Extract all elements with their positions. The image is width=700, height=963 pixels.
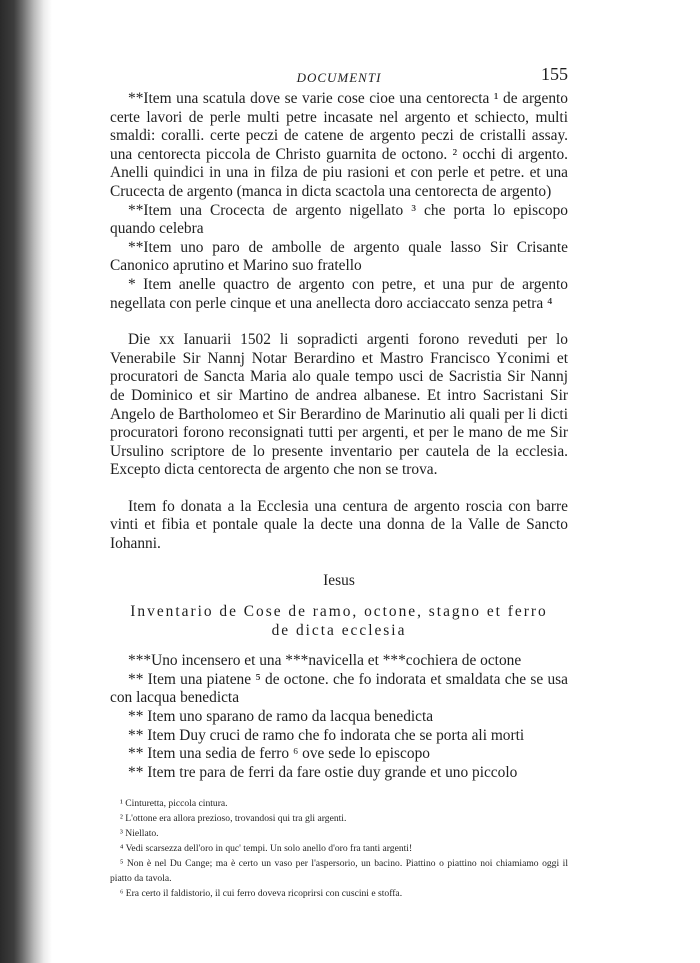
inventory-item: ***Uno incensero et una ***navicella et ***cochiera de octone: [128, 652, 522, 670]
inventory-item: * Item anelle quactro de argento con petre, et una pur de argento negellata con perle cinque et una anellecta doro acciaccato senza petra ⁴: [110, 275, 568, 312]
inventory-item: ** Item una piatene ⁵ de octone. che fo indorata et smaldata che se usa con lacqua benedicta: [110, 670, 568, 707]
footnote: ⁶ Era certo il faldistorio, il cui ferro doveva ricoprirsi con cuscini e stoffa.: [120, 888, 403, 900]
inventory-title-line1: Inventario de Cose de ramo, octone, stagno et ferro: [130, 603, 548, 621]
inventory-item: ** Item Duy cruci de ramo che fo indorata che se porta ali morti: [128, 726, 525, 744]
running-header: [110, 64, 568, 90]
running-title: DOCUMENTI: [296, 70, 382, 85]
inventory-item: **Item una scatula dove se varie cose cioe una centorecta ¹ de argento certe lavori de perle multi petre incasate nel argento et schiecto, multi smaldi: coralli. certe peczi de catene de argento peczi de cristalli assay. una centorecta piccola de Christo guarnita de octono. ² occhi di argento. Anelli quindici in una in filza de piu rasioni et con perle et petre. et una Crucecta de argento (manca in dicta scactola una centorecta de argento): [110, 90, 568, 200]
footnote: ⁵ Non è nel Du Cange; ma è certo un vaso per l'aspersorio, un bacino. Piattino o piattino noi chiamiamo oggi il piatto da tavola.: [110, 858, 568, 885]
paragraph-1502: Die xx Ianuarii 1502 li sopradicti argenti forono reveduti per lo Venerabile Sir Nannj Notar Berardino et Mastro Francisco Yconimi et procuratori de Sancta Maria alo quale tempo usci de Sacristia Sir Nannj de Dominico et sir Martino de andrea albanese. Et intro Sacristani Sir Angelo de Bartholomeo et Sir Berardino de Marinutio ali quali per li dicti procuratori forono reconsignati tutti per argenti, et per le mano de me Sir Ursulino scriptore de lo presente inventario per cautela de la ecclesia. Excepto dicta centorecta de argento che non se trova.: [110, 331, 568, 479]
inventory-title-line2: de dicta ecclesia: [271, 622, 407, 640]
footnote: ³ Niellato.: [120, 828, 159, 840]
inventory-item: ** Item tre para de ferri da fare ostie duy grande et uno piccolo: [128, 763, 518, 781]
footnotes: [110, 796, 568, 901]
document-page: [110, 64, 568, 901]
inventory-item: ** Item una sedia de ferro ⁶ ove sede lo episcopo: [128, 745, 430, 763]
footnote: ² L'ottone era allora prezioso, trovandosi qui tra gli argenti.: [120, 813, 347, 825]
paragraph-donation: Item fo donata a la Ecclesia una centura de argento roscia con barre vinti et fibia et pontale quale la decte una donna de la Valle de Sancto Iohanni.: [110, 497, 568, 553]
inventory-item: ** Item uno sparano de ramo da lacqua benedicta: [128, 708, 434, 726]
footnote: ⁴ Vedi scarsezza dell'oro in quc' tempi. Un solo anello d'oro fra tanti argenti!: [120, 843, 413, 855]
inventory-item: **Item uno paro de ambolle de argento quale lasso Sir Crisante Canonico aprutino et Marino suo fratello: [110, 238, 568, 275]
section-heading: Iesus: [323, 571, 355, 589]
page-number: 155: [541, 64, 568, 84]
inventory-item: **Item una Crocecta de argento nigellato ³ che porta lo episcopo quando celebra: [110, 201, 568, 238]
book-binding-shadow: [0, 0, 52, 963]
document-body: [110, 90, 568, 782]
footnote: ¹ Cinturetta, piccola cintura.: [120, 798, 228, 810]
